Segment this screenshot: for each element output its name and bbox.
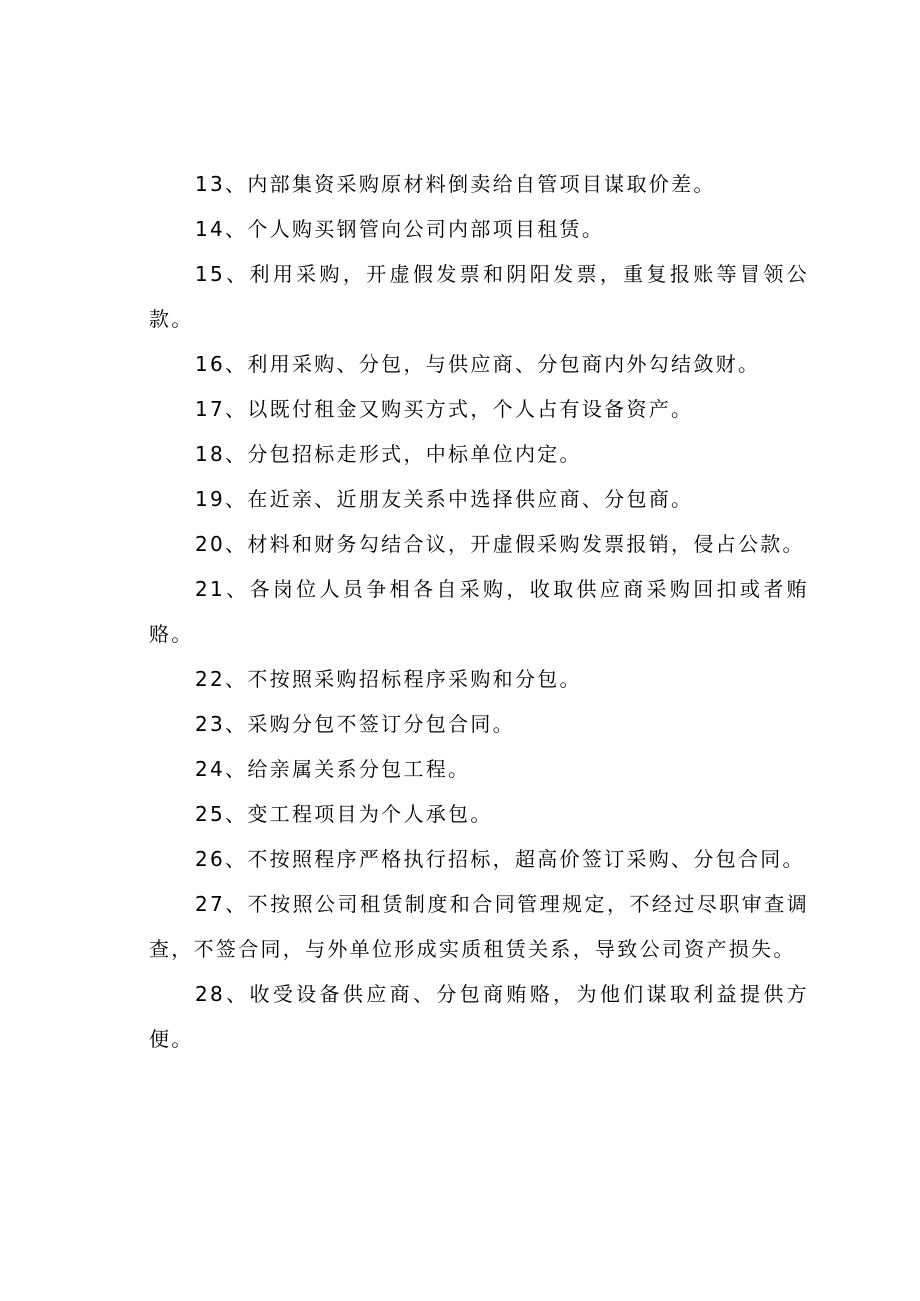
paragraph-18: 18、分包招标走形式，中标单位内定。 [195, 442, 582, 466]
paragraph-20: 20、材料和财务勾结合议，开虚假采购发票报销，侵占公款。 [195, 532, 805, 556]
paragraph-17: 17、以既付租金又购买方式，个人占有设备资产。 [195, 397, 694, 421]
paragraph-21: 21、各岗位人员争相各自采购，收取供应商采购回扣或者贿赂。 [149, 577, 809, 646]
paragraph-26: 26、不按照程序严格执行招标，超高价签订采购、分包合同。 [195, 847, 805, 871]
paragraph-24: 24、给亲属关系分包工程。 [195, 757, 471, 781]
paragraph-14: 14、个人购买钢管向公司内部项目租赁。 [195, 217, 605, 241]
paragraph-13: 13、内部集资采购原材料倒卖给自管项目谋取价差。 [195, 172, 716, 196]
paragraph-15: 15、利用采购，开虚假发票和阴阳发票，重复报账等冒领公款。 [149, 262, 809, 331]
document-body [149, 162, 809, 1062]
paragraph-22: 22、不按照采购招标程序采购和分包。 [195, 667, 582, 691]
paragraph-27: 27、不按照公司租赁制度和合同管理规定，不经过尽职审查调查，不签合同，与外单位形成实质租赁关系，导致公司资产损失。 [149, 892, 809, 961]
paragraph-25: 25、变工程项目为个人承包。 [195, 802, 493, 826]
paragraph-16: 16、利用采购、分包，与供应商、分包商内外勾结敛财。 [195, 352, 761, 376]
paragraph-23: 23、采购分包不签订分包合同。 [195, 712, 515, 736]
paragraph-19: 19、在近亲、近朋友关系中选择供应商、分包商。 [195, 487, 694, 511]
paragraph-28: 28、收受设备供应商、分包商贿赂，为他们谋取利益提供方便。 [149, 982, 809, 1051]
